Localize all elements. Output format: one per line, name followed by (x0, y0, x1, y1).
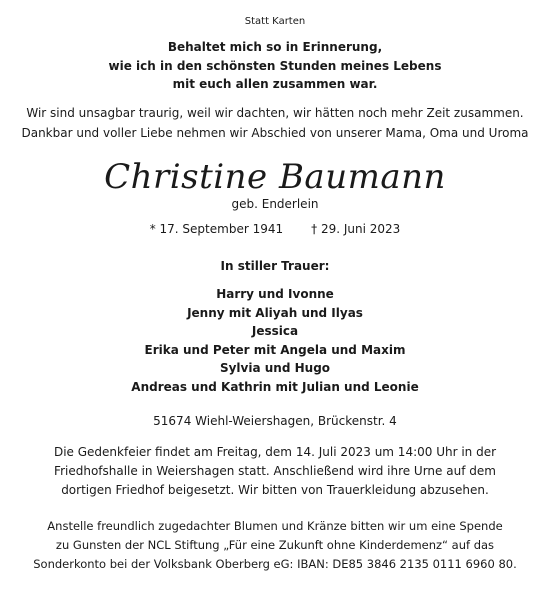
birth-date: * 17. September 1941 (149, 222, 284, 236)
mourner-entry: Harry und Ivonne (216, 287, 334, 301)
ceremony-line: Die Gedenkfeier findet am Freitag, dem 14. Juli 2023 um 14:00 Uhr in der (53, 445, 497, 459)
motto-verse (0, 38, 550, 94)
donation-info (0, 517, 550, 574)
donation-line: zu Gunsten der NCL Stiftung „Für eine Zukunft ohne Kinderdemenz“ auf das (55, 538, 495, 552)
intro-line: Dankbar und voller Liebe nehmen wir Abschied von unserer Mama, Oma und Uroma (21, 125, 529, 140)
mourning-title: In stiller Trauer: (220, 259, 330, 273)
motto-line: mit euch allen zusammen war. (172, 77, 378, 91)
death-date: † 29. Juni 2023 (311, 222, 401, 236)
mourners-list (0, 285, 550, 397)
statt-karten-label: Statt Karten (244, 16, 306, 27)
donation-line: Anstelle freundlich zugedachter Blumen und Kränze bitten wir um eine Spende (47, 519, 503, 533)
donation-line: Sonderkonto bei der Volksbank Oberberg eG: IBAN: DE85 3846 2135 0111 6960 80. (33, 557, 517, 571)
intro-text (0, 104, 550, 143)
mourner-entry: Andreas und Kathrin mit Julian und Leonie (131, 379, 419, 394)
mourner-entry: Jenny mit Aliyah und Ilyas (187, 305, 363, 320)
intro-line: Wir sind unsagbar traurig, weil wir dachten, wir hätten noch mehr Zeit zusammen. (26, 106, 524, 120)
mourner-entry: Jessica (251, 324, 299, 339)
maiden-name: geb. Enderlein (231, 197, 319, 211)
ceremony-line: Friedhofshalle in Weiershagen statt. Anschließend wird ihre Urne auf dem (54, 464, 496, 478)
mourner-entry: Sylvia und Hugo (219, 361, 331, 376)
ceremony-line: dortigen Friedhof beigesetzt. Wir bitten von Trauerkleidung abzusehen. (61, 483, 489, 497)
ceremony-info (0, 443, 550, 500)
family-address: 51674 Wiehl-Weiershagen, Brückenstr. 4 (153, 414, 397, 428)
life-dates (0, 222, 550, 236)
mourner-entry: Erika und Peter mit Angela und Maxim (144, 342, 406, 357)
motto-line: wie ich in den schönsten Stunden meines Lebens (108, 58, 442, 73)
deceased-name: Christine Baumann (104, 157, 446, 197)
motto-line: Behaltet mich so in Erinnerung, (167, 40, 383, 54)
